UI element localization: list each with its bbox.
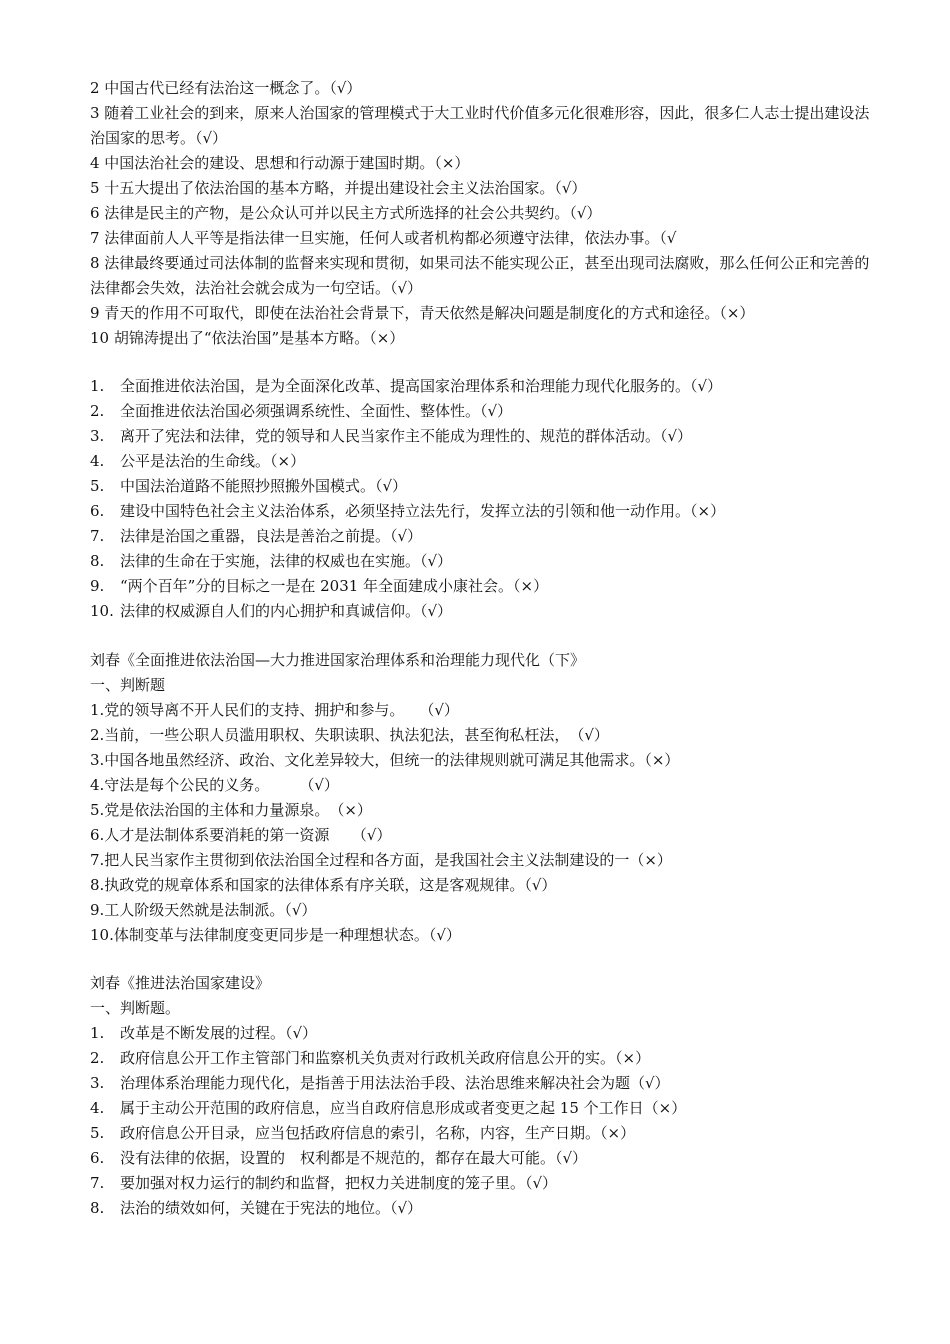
item-number: 7.: [90, 1174, 105, 1192]
item-text: 全面推进依法治国，是为全面深化改革、提高国家治理体系和治理能力现代化服务的。（√）: [120, 377, 723, 395]
item-number: 10.: [90, 602, 114, 620]
item-number: 3.: [90, 1074, 105, 1092]
item-number: 6.: [90, 502, 105, 520]
question-item: [90, 549, 870, 574]
question-item: 7.把人民当家作主贯彻到依法治国全过程和各方面，是我国社会主义法制建设的一（×）: [90, 851, 672, 869]
item-text: 治理体系治理能力现代化，是指善于用法法治手段、法治思维来解决社会为题（√）: [120, 1074, 670, 1092]
item-text: 法律的生命在于实施，法律的权威也在实施。（√）: [120, 552, 453, 570]
question-item: [90, 449, 870, 474]
question-item: [90, 1121, 870, 1146]
question-item: 9.工人阶级天然就是法制派。（√）: [90, 901, 317, 919]
question-item: [90, 1071, 870, 1096]
item-text: 政府信息公开工作主管部门和监察机关负责对行政机关政府信息公开的实。（×）: [120, 1049, 651, 1067]
item-text: 建设中国特色社会主义法治体系，必须坚持立法先行，发挥立法的引领和他一动作用。（×）: [120, 502, 726, 520]
question-item: 3.中国各地虽然经济、政治、文化差异较大，但统一的法律规则就可满足其他需求。（×）: [90, 751, 680, 769]
question-item: 9 青天的作用不可取代，即使在法治社会背景下，青天依然是解决问题是制度化的方式和途径。（×）: [90, 304, 755, 322]
item-number: 2.: [90, 1049, 105, 1067]
question-item: [90, 524, 870, 549]
question-item: [90, 1046, 870, 1071]
item-number: 2.: [90, 402, 105, 420]
question-item: [90, 424, 870, 449]
section-1: [90, 76, 870, 351]
item-text: 全面推进依法治国必须强调系统性、全面性、整体性。（√）: [120, 402, 513, 420]
item-number: 4.: [90, 1099, 105, 1117]
item-text: “两个百年”分的目标之一是在 2031 年全面建成小康社会。（×）: [120, 577, 549, 595]
question-item: [90, 1096, 870, 1121]
item-number: 1.: [90, 377, 105, 395]
item-number: 9.: [90, 577, 105, 595]
item-text: 政府信息公开目录，应当包括政府信息的索引，名称，内容，生产日期。（×）: [120, 1124, 636, 1142]
section-3: [90, 648, 870, 948]
question-item: [90, 374, 870, 399]
section-title: 刘春《推进法治国家建设》: [90, 974, 271, 992]
item-text: 属于主动公开范围的政府信息，应当自政府信息形成或者变更之起 15 个工作日（×）: [120, 1099, 687, 1117]
question-item: [90, 1196, 870, 1221]
item-text: 要加强对权力运行的制约和监督，把权力关进制度的笼子里。（√）: [120, 1174, 558, 1192]
item-text: 法律是治国之重器，良法是善治之前提。（√）: [120, 527, 423, 545]
section-2: [90, 374, 870, 624]
item-text: 公平是法治的生命线。（×）: [120, 452, 306, 470]
item-text: 法律的权威源自人们的内心拥护和真诚信仰。（√）: [120, 602, 453, 620]
question-item: 4.守法是每个公民的义务。 （√）: [90, 776, 339, 794]
question-item: 4 中国法治社会的建设、思想和行动源于建国时期。（×）: [90, 154, 470, 172]
question-item: 5 十五大提出了依法治国的基本方略，并提出建设社会主义法治国家。（√）: [90, 179, 587, 197]
question-item: 2 中国古代已经有法治这一概念了。（√）: [90, 79, 362, 97]
question-item: [90, 1171, 870, 1196]
question-item: 8.执政党的规章体系和国家的法律体系有序关联，这是客观规律。（√）: [90, 876, 557, 894]
question-item: 6 法律是民主的产物，是公众认可并以民主方式所选择的社会公共契约。（√）: [90, 204, 602, 222]
question-item: 7 法律面前人人平等是指法律一旦实施，任何人或者机构都必须遵守法律，依法办事。（√: [90, 229, 677, 247]
question-item: [90, 399, 870, 424]
question-item: 8 法律最终要通过司法体制的监督来实现和贯彻，如果司法不能实现公正，甚至出现司法腐败，那么任何公正和完善的法律都会失效，法治社会就会成为一句空话。（√）: [90, 254, 870, 297]
section-4: [90, 971, 870, 1221]
item-number: 5.: [90, 477, 105, 495]
question-item: [90, 1146, 870, 1171]
question-item: 10.体制变革与法律制度变更同步是一种理想状态。（√）: [90, 926, 461, 944]
item-text: 离开了宪法和法律，党的领导和人民当家作主不能成为理性的、规范的群体活动。（√）: [120, 427, 693, 445]
section-title: 刘春《全面推进依法治国—大力推进国家治理体系和治理能力现代化（下》: [90, 651, 586, 669]
item-number: 6.: [90, 1149, 105, 1167]
item-number: 5.: [90, 1124, 105, 1142]
item-number: 1.: [90, 1024, 105, 1042]
item-text: 法治的绩效如何，关键在于宪法的地位。（√）: [120, 1199, 423, 1217]
question-item: 2.当前，一些公职人员滥用职权、失职读职、执法犯法，甚至徇私枉法， （√）: [90, 726, 609, 744]
item-text: 中国法治道路不能照抄照搬外国模式。（√）: [120, 477, 408, 495]
item-text: 改革是不断发展的过程。（√）: [120, 1024, 318, 1042]
item-number: 3.: [90, 427, 105, 445]
question-item: [90, 474, 870, 499]
item-number: 7.: [90, 527, 105, 545]
item-number: 8.: [90, 552, 105, 570]
question-item: 10 胡锦涛提出了“依法治国”是基本方略。（×）: [90, 329, 405, 347]
section-subtitle: 一、判断题: [90, 676, 166, 694]
question-item: 3 随着工业社会的到来，原来人治国家的管理模式于大工业时代价值多元化很难形容，因此，很多仁人志士提出建设法治国家的思考。（√）: [90, 104, 870, 147]
item-text: 没有法律的依据，设置的 权利都是不规范的，都存在最大可能。（√）: [120, 1149, 588, 1167]
question-item: [90, 574, 870, 599]
question-item: 1.党的领导离不开人民们的支持、拥护和参与。 （√）: [90, 701, 459, 719]
question-item: 6.人才是法制体系要消耗的第一资源 （√）: [90, 826, 392, 844]
question-item: [90, 1021, 870, 1046]
question-item: [90, 499, 870, 524]
section-subtitle: 一、判断题。: [90, 999, 181, 1017]
item-number: 4.: [90, 452, 105, 470]
question-item: [90, 599, 870, 624]
item-number: 8.: [90, 1199, 105, 1217]
question-item: 5.党是依法治国的主体和力量源泉。 （×）: [90, 801, 372, 819]
